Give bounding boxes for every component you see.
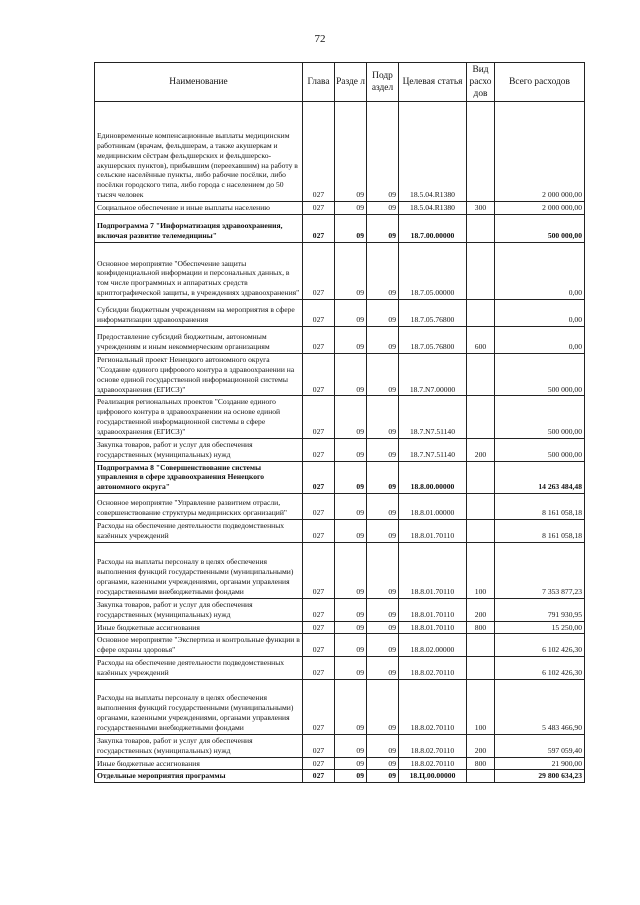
cell-target: 18.8.01.00000: [399, 494, 467, 520]
cell-section: 09: [335, 734, 367, 757]
cell-target: 18.8.01.70110: [399, 621, 467, 634]
cell-expense-type: [467, 634, 495, 657]
cell-total: 500 000,00: [495, 396, 585, 438]
table-row: [95, 102, 585, 202]
cell-target: 18.7.N7.51140: [399, 438, 467, 461]
cell-chapter: 027: [303, 215, 335, 243]
cell-total: 21 900,00: [495, 757, 585, 770]
cell-subsection: 09: [367, 757, 399, 770]
cell-target: 18.7.05.76800: [399, 300, 467, 327]
cell-subsection: 09: [367, 770, 399, 783]
cell-subsection: 09: [367, 621, 399, 634]
table-row: [95, 621, 585, 634]
cell-total: 6 102 426,30: [495, 634, 585, 657]
cell-subsection: 09: [367, 657, 399, 680]
cell-target: 18.7.N7.51140: [399, 396, 467, 438]
cell-name: Предоставление субсидий бюджетным, автономным учреждениям и иным некоммерческим организациям: [95, 327, 303, 354]
cell-subsection: 09: [367, 598, 399, 621]
cell-name: Расходы на выплаты персоналу в целях обеспечения выполнения функций государственными (муниципальными) органами, казенными учреждениями, органами управления государственными внебюджетными фондами: [95, 679, 303, 734]
cell-target: 18.8.01.70110: [399, 598, 467, 621]
cell-name: Подпрограмма 8 "Совершенствование системы управления в сфере здравоохранения Ненецкого автономного округа": [95, 461, 303, 494]
cell-target: 18.Ц.00.00000: [399, 770, 467, 783]
cell-expense-type: 100: [467, 679, 495, 734]
cell-name: Отдельные мероприятия программы: [95, 770, 303, 783]
cell-chapter: 027: [303, 461, 335, 494]
cell-subsection: 09: [367, 679, 399, 734]
cell-expense-type: [467, 770, 495, 783]
cell-target: 18.8.02.70110: [399, 679, 467, 734]
cell-name: Закупка товаров, работ и услуг для обеспечения государственных (муниципальных) нужд: [95, 438, 303, 461]
cell-expense-type: [467, 396, 495, 438]
cell-name: Реализация региональных проектов "Создание единого цифрового контура в здравоохранении на основе единой государственной информационной системы в сфере здравоохранения (ЕГИСЗ)": [95, 396, 303, 438]
cell-section: 09: [335, 102, 367, 202]
cell-subsection: 09: [367, 102, 399, 202]
cell-total: 500 000,00: [495, 354, 585, 396]
cell-name: Расходы на обеспечение деятельности подведомственных казённых учреждений: [95, 657, 303, 680]
page-number: 72: [314, 33, 326, 45]
cell-expense-type: 100: [467, 542, 495, 598]
cell-chapter: 027: [303, 438, 335, 461]
cell-section: 09: [335, 327, 367, 354]
cell-subsection: 09: [367, 461, 399, 494]
cell-target: 18.5.04.R1380: [399, 102, 467, 202]
cell-expense-type: [467, 354, 495, 396]
cell-chapter: 027: [303, 202, 335, 215]
cell-subsection: 09: [367, 300, 399, 327]
cell-total: 6 102 426,30: [495, 657, 585, 680]
header-expense-type: Вид расхо дов: [467, 63, 495, 102]
table-row: [95, 327, 585, 354]
cell-target: 18.8.01.70110: [399, 520, 467, 543]
table-body: [95, 102, 585, 783]
cell-expense-type: 200: [467, 598, 495, 621]
cell-expense-type: [467, 657, 495, 680]
cell-expense-type: 800: [467, 621, 495, 634]
table-row: [95, 300, 585, 327]
header-subsection: Подр аздел: [367, 63, 399, 102]
table-row: [95, 679, 585, 734]
table-row: [95, 734, 585, 757]
cell-expense-type: 200: [467, 438, 495, 461]
cell-total: 15 250,00: [495, 621, 585, 634]
cell-expense-type: [467, 102, 495, 202]
table-row: [95, 202, 585, 215]
header-name: Наименование: [95, 63, 303, 102]
cell-chapter: 027: [303, 396, 335, 438]
cell-section: 09: [335, 354, 367, 396]
cell-section: 09: [335, 461, 367, 494]
table-row: [95, 243, 585, 300]
cell-subsection: 09: [367, 202, 399, 215]
cell-total: 29 800 634,23: [495, 770, 585, 783]
table-row: [95, 494, 585, 520]
cell-total: 500 000,00: [495, 215, 585, 243]
cell-section: 09: [335, 657, 367, 680]
cell-subsection: 09: [367, 542, 399, 598]
cell-total: 2 000 000,00: [495, 102, 585, 202]
cell-target: 18.8.01.70110: [399, 542, 467, 598]
table-row: [95, 438, 585, 461]
cell-chapter: 027: [303, 598, 335, 621]
cell-target: 18.7.05.00000: [399, 243, 467, 300]
cell-section: 09: [335, 770, 367, 783]
cell-chapter: 027: [303, 770, 335, 783]
cell-section: 09: [335, 243, 367, 300]
cell-total: 500 000,00: [495, 438, 585, 461]
cell-total: 0,00: [495, 327, 585, 354]
cell-total: 5 483 466,90: [495, 679, 585, 734]
cell-subsection: 09: [367, 396, 399, 438]
cell-total: 597 059,40: [495, 734, 585, 757]
cell-total: 791 930,95: [495, 598, 585, 621]
cell-name: Региональный проект Ненецкого автономного округа "Создание единого цифрового контура в здравоохранении на основе единой государственной информационной системы здравоохранения (ЕГИСЗ)": [95, 354, 303, 396]
cell-name: Основное мероприятие "Обеспечение защиты конфиденциальной информации и персональных данных, в том числе программных и аппаратных средств криптографической защиты, в учреждениях здравоохранения": [95, 243, 303, 300]
cell-expense-type: [467, 243, 495, 300]
cell-total: 7 353 877,23: [495, 542, 585, 598]
cell-section: 09: [335, 757, 367, 770]
header-total: Всего расходов: [495, 63, 585, 102]
cell-subsection: 09: [367, 354, 399, 396]
table-row: [95, 757, 585, 770]
cell-chapter: 027: [303, 102, 335, 202]
cell-name: Расходы на выплаты персоналу в целях обеспечения выполнения функций государственными (муниципальными) органами, казенными учреждениями, органами управления государственными внебюджетными фондами: [95, 542, 303, 598]
cell-chapter: 027: [303, 679, 335, 734]
header-target: Целевая статья: [399, 63, 467, 102]
cell-chapter: 027: [303, 634, 335, 657]
cell-name: Иные бюджетные ассигнования: [95, 757, 303, 770]
cell-section: 09: [335, 300, 367, 327]
table-row: [95, 520, 585, 543]
cell-total: 0,00: [495, 300, 585, 327]
cell-chapter: 027: [303, 354, 335, 396]
cell-target: 18.8.02.70110: [399, 757, 467, 770]
table-row: [95, 634, 585, 657]
cell-section: 09: [335, 215, 367, 243]
table-row: [95, 657, 585, 680]
cell-name: Подпрограмма 7 "Информатизация здравоохранения, включая развитие телемедицины": [95, 215, 303, 243]
cell-name: Иные бюджетные ассигнования: [95, 621, 303, 634]
cell-chapter: 027: [303, 657, 335, 680]
cell-subsection: 09: [367, 634, 399, 657]
cell-total: 14 263 484,48: [495, 461, 585, 494]
cell-target: 18.7.05.76800: [399, 327, 467, 354]
cell-subsection: 09: [367, 520, 399, 543]
cell-chapter: 027: [303, 327, 335, 354]
table-row: [95, 770, 585, 783]
cell-subsection: 09: [367, 734, 399, 757]
table-row: [95, 542, 585, 598]
table-row: [95, 461, 585, 494]
cell-chapter: 027: [303, 542, 335, 598]
cell-name: Закупка товаров, работ и услуг для обеспечения государственных (муниципальных) нужд: [95, 734, 303, 757]
header-chapter: Глава: [303, 63, 335, 102]
cell-target: 18.8.00.00000: [399, 461, 467, 494]
cell-expense-type: [467, 461, 495, 494]
cell-name: Основное мероприятие "Управление развитием отрасли, совершенствование структуры медицинских организаций": [95, 494, 303, 520]
cell-target: 18.8.02.70110: [399, 734, 467, 757]
cell-subsection: 09: [367, 215, 399, 243]
cell-section: 09: [335, 634, 367, 657]
cell-expense-type: 800: [467, 757, 495, 770]
cell-expense-type: 300: [467, 202, 495, 215]
table-header-row: [95, 63, 585, 102]
cell-expense-type: [467, 494, 495, 520]
cell-section: 09: [335, 520, 367, 543]
cell-total: 8 161 058,18: [495, 520, 585, 543]
cell-section: 09: [335, 396, 367, 438]
cell-subsection: 09: [367, 494, 399, 520]
cell-target: 18.5.04.R1380: [399, 202, 467, 215]
cell-target: 18.7.N7.00000: [399, 354, 467, 396]
cell-chapter: 027: [303, 300, 335, 327]
cell-target: 18.8.02.00000: [399, 634, 467, 657]
cell-section: 09: [335, 542, 367, 598]
cell-target: 18.8.02.70110: [399, 657, 467, 680]
cell-total: 2 000 000,00: [495, 202, 585, 215]
cell-expense-type: 600: [467, 327, 495, 354]
cell-expense-type: [467, 215, 495, 243]
cell-chapter: 027: [303, 734, 335, 757]
cell-section: 09: [335, 621, 367, 634]
cell-chapter: 027: [303, 757, 335, 770]
cell-name: Субсидии бюджетным учреждениям на мероприятия в сфере информатизации здравоохранения: [95, 300, 303, 327]
cell-name: Основное мероприятие "Экспертиза и контрольные функции в сфере охраны здоровья": [95, 634, 303, 657]
header-section: Разде л: [335, 63, 367, 102]
table-row: [95, 354, 585, 396]
cell-name: Единовременные компенсационные выплаты медицинским работникам (врачам, фельдшерам, а также акушеркам и медицинским сёстрам фельдшерских и фельдшерско-акушерских пунктов), прибывшим (переехавшим) на работу в сельские населённые пункты, либо рабочие посёлки, либо посёлки городского типа, либо города с населением до 50 тысяч человек: [95, 102, 303, 202]
table-row: [95, 396, 585, 438]
cell-subsection: 09: [367, 438, 399, 461]
cell-chapter: 027: [303, 494, 335, 520]
cell-name: Социальное обеспечение и иные выплаты населению: [95, 202, 303, 215]
cell-name: Закупка товаров, работ и услуг для обеспечения государственных (муниципальных) нужд: [95, 598, 303, 621]
cell-subsection: 09: [367, 327, 399, 354]
cell-name: Расходы на обеспечение деятельности подведомственных казённых учреждений: [95, 520, 303, 543]
cell-target: 18.7.00.00000: [399, 215, 467, 243]
cell-subsection: 09: [367, 243, 399, 300]
cell-section: 09: [335, 679, 367, 734]
cell-expense-type: [467, 300, 495, 327]
cell-chapter: 027: [303, 243, 335, 300]
cell-expense-type: [467, 520, 495, 543]
cell-section: 09: [335, 438, 367, 461]
cell-section: 09: [335, 202, 367, 215]
cell-chapter: 027: [303, 621, 335, 634]
cell-total: 0,00: [495, 243, 585, 300]
cell-chapter: 027: [303, 520, 335, 543]
cell-section: 09: [335, 494, 367, 520]
cell-total: 8 161 058,18: [495, 494, 585, 520]
cell-section: 09: [335, 598, 367, 621]
table-row: [95, 215, 585, 243]
cell-expense-type: 200: [467, 734, 495, 757]
budget-table: [94, 62, 585, 783]
table-row: [95, 598, 585, 621]
